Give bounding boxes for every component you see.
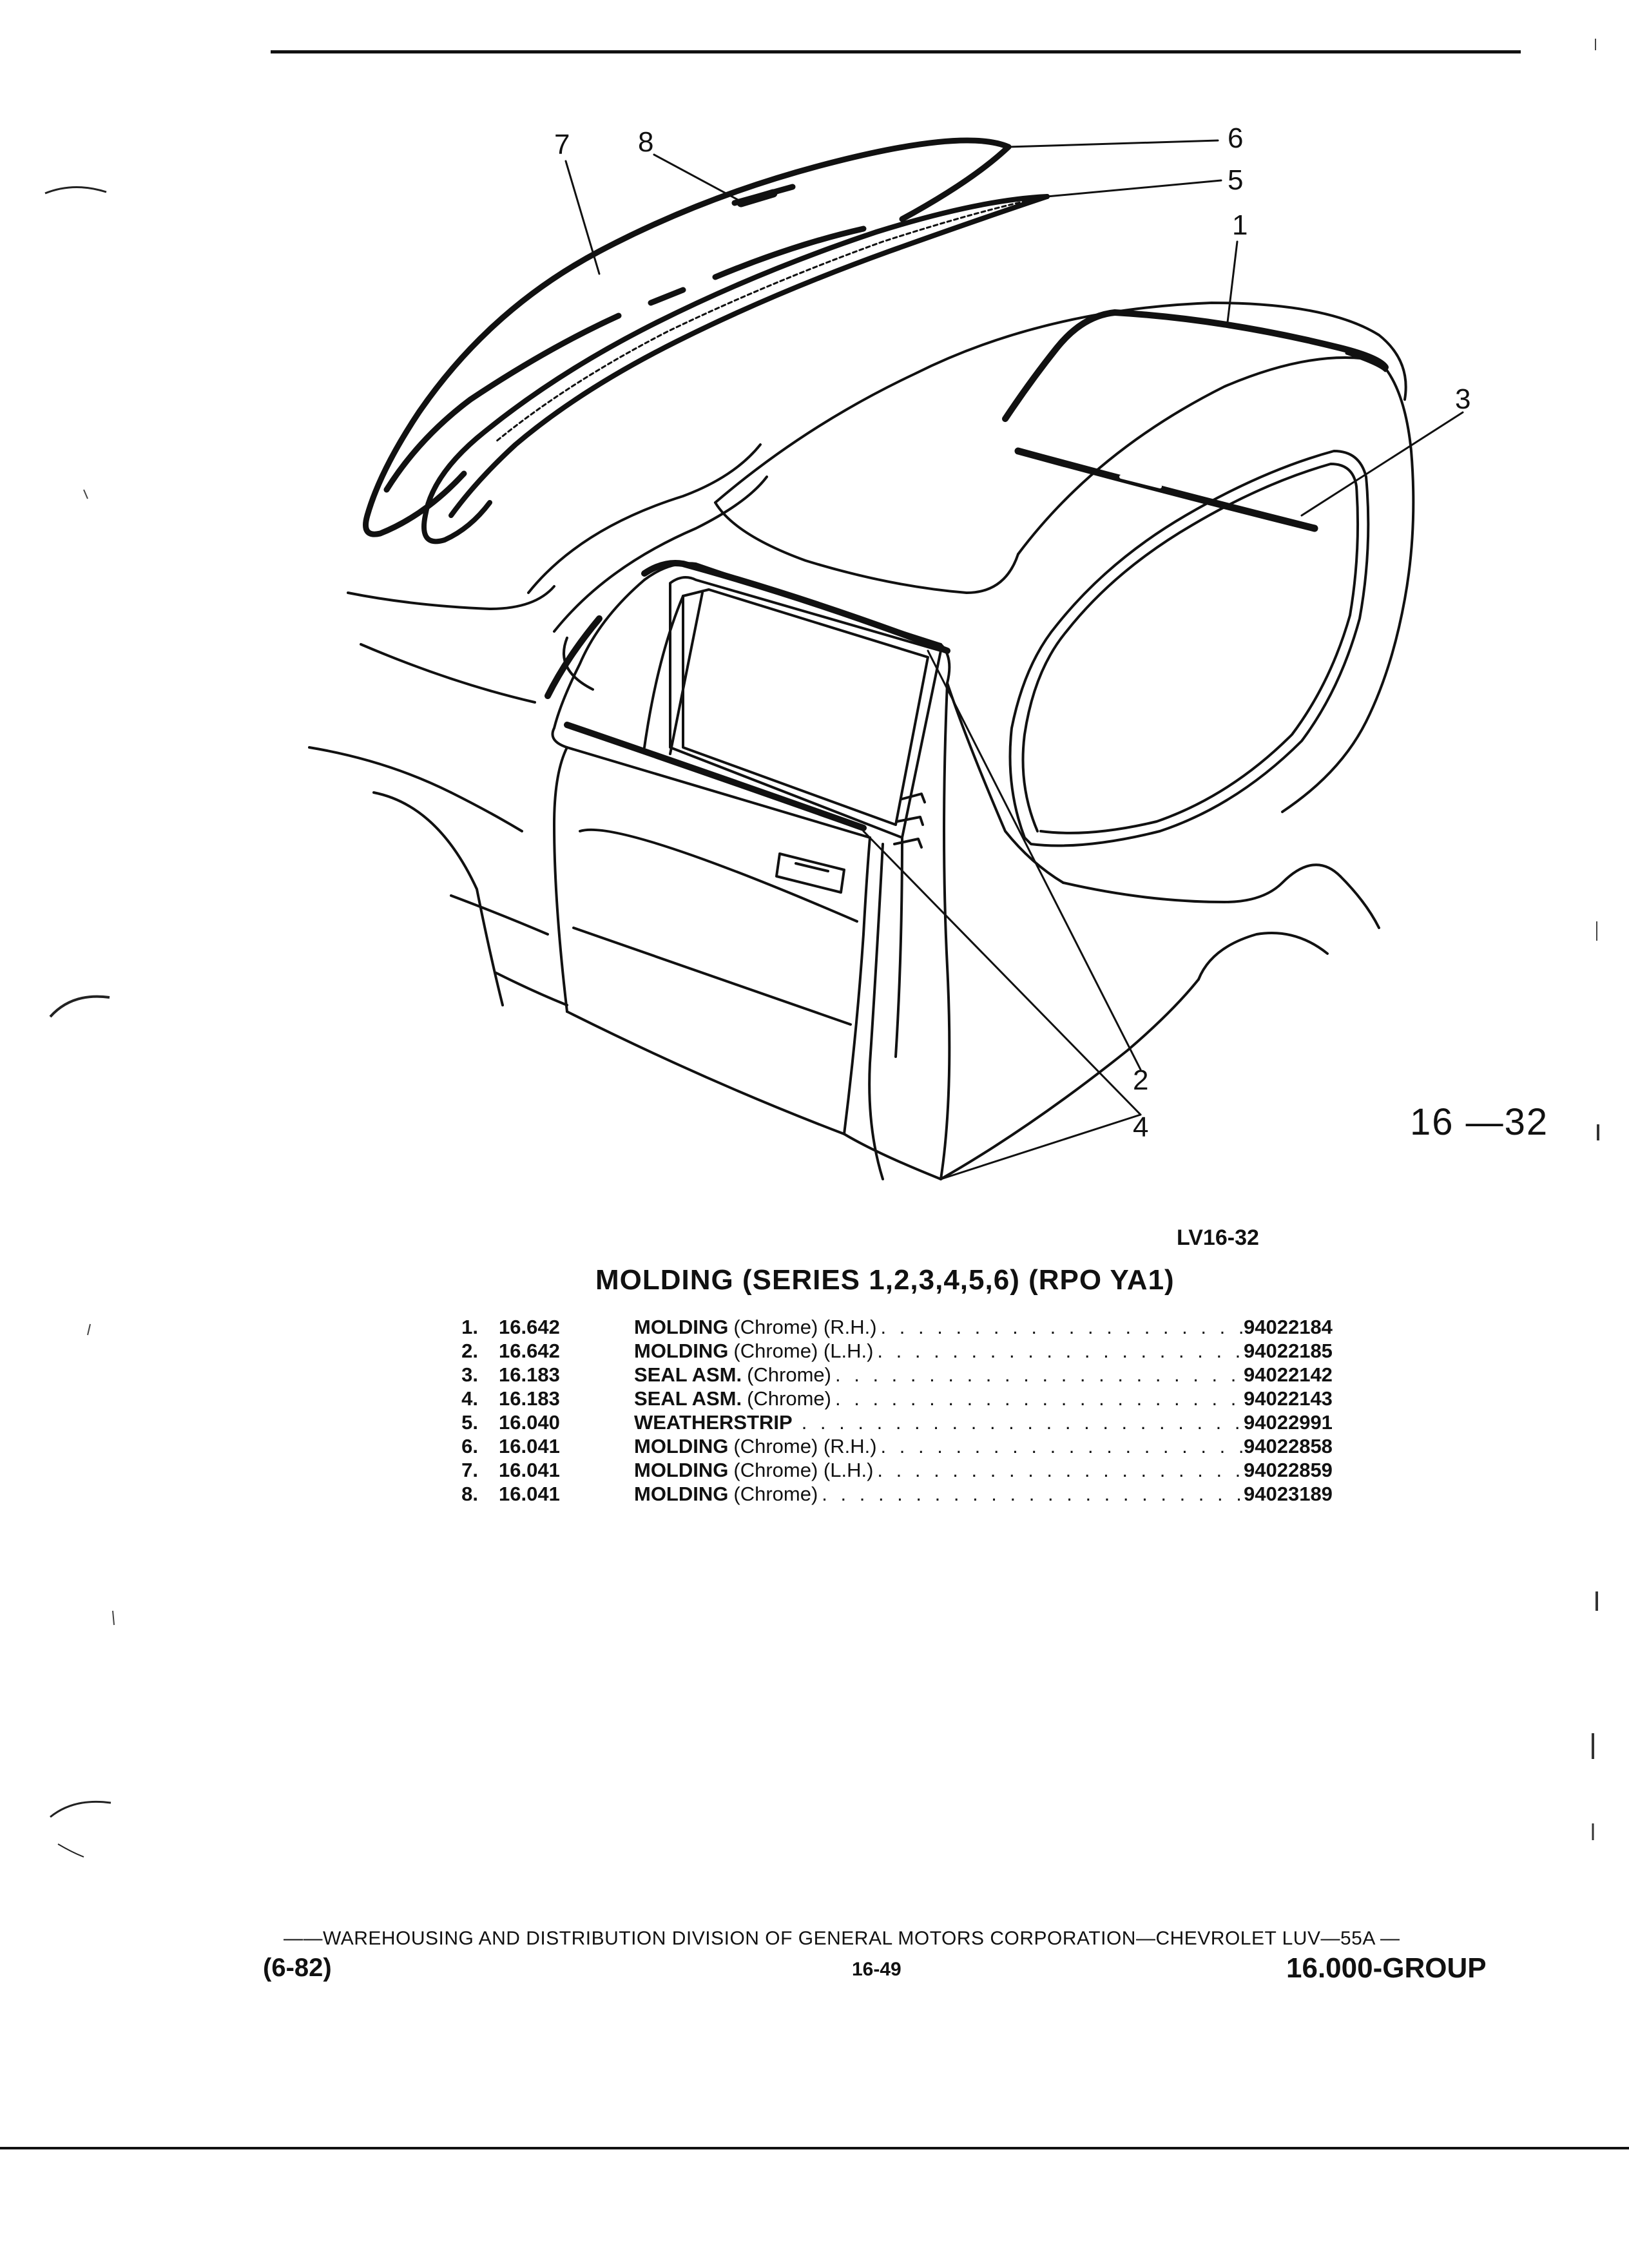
callout-4: 4: [1133, 1111, 1149, 1143]
part-qualifier: (Chrome): [747, 1363, 831, 1386]
part-number: 94022859: [1244, 1459, 1333, 1481]
part-qualifier: (Chrome): [747, 1387, 831, 1410]
parts-row: [438, 1435, 1392, 1459]
molding-2-part: [644, 563, 947, 651]
part-description: [634, 1387, 1244, 1410]
parts-row: [438, 1483, 1392, 1506]
part-description: [634, 1340, 1244, 1363]
seal-4-part: [567, 725, 863, 828]
item-number: 6.: [461, 1435, 478, 1457]
dot-leader: [818, 1483, 1244, 1506]
part-number: 94022143: [1244, 1387, 1333, 1410]
item-number: 2.: [461, 1340, 478, 1362]
callout-3: 3: [1455, 383, 1471, 415]
dot-leader: [877, 1435, 1244, 1458]
parts-row: [438, 1363, 1392, 1387]
part-qualifier: (Chrome) (L.H.): [733, 1340, 874, 1362]
item-number: 4.: [461, 1387, 478, 1410]
figure-caption: LV16-32: [1177, 1225, 1259, 1250]
seal-3-part: [1018, 451, 1315, 528]
item-number: 7.: [461, 1459, 478, 1481]
part-name: SEAL ASM.: [634, 1363, 742, 1386]
part-description: [634, 1363, 1244, 1387]
group-code: 16.642: [499, 1316, 560, 1338]
part-number: 94022185: [1244, 1340, 1333, 1362]
part-qualifier: (Chrome): [733, 1483, 818, 1505]
item-number: 5.: [461, 1411, 478, 1434]
item-number: 3.: [461, 1363, 478, 1386]
parts-row: [438, 1459, 1392, 1483]
part-qualifier: (Chrome) (R.H.): [733, 1435, 877, 1457]
part-description: [634, 1411, 1244, 1434]
parts-row: [438, 1387, 1392, 1411]
part-name: MOLDING: [634, 1435, 729, 1457]
footer-division-line: ——WAREHOUSING AND DISTRIBUTION DIVISION OF GENERAL MOTORS CORPORATION—CHEVROLET LUV—55A —: [284, 1928, 1400, 1949]
part-qualifier: (Chrome) (R.H.): [733, 1316, 877, 1338]
group-code: 16.041: [499, 1459, 560, 1481]
dot-leader: [873, 1459, 1244, 1482]
group-code: 16.040: [499, 1411, 560, 1434]
footer-page-number: 16-49: [852, 1959, 901, 1980]
part-name: WEATHERSTRIP: [634, 1411, 793, 1434]
parts-row: [438, 1316, 1392, 1340]
parts-row: [438, 1411, 1392, 1435]
truck-body: [309, 303, 1413, 1179]
callout-7: 7: [554, 129, 570, 160]
dot-leader: [831, 1363, 1244, 1387]
part-name: MOLDING: [634, 1483, 729, 1505]
part-number: 94022991: [1244, 1411, 1333, 1434]
part-description: [634, 1316, 1244, 1339]
dot-leader: [877, 1316, 1244, 1339]
dot-leader: [831, 1387, 1244, 1410]
group-code: 16.183: [499, 1363, 560, 1386]
group-code: 16.041: [499, 1435, 560, 1457]
part-qualifier: [793, 1411, 798, 1434]
part-number: 94023189: [1244, 1483, 1333, 1505]
group-code: 16.041: [499, 1483, 560, 1505]
part-name: SEAL ASM.: [634, 1387, 742, 1410]
part-description: [634, 1459, 1244, 1482]
item-number: 1.: [461, 1316, 478, 1338]
callout-2: 2: [1133, 1064, 1149, 1096]
footer-date: (6-82): [263, 1954, 332, 1982]
part-number: 94022858: [1244, 1435, 1333, 1457]
section-title: MOLDING (SERIES 1,2,3,4,5,6) (RPO YA1): [595, 1264, 1175, 1296]
figure-number: 16 —32: [1410, 1101, 1549, 1143]
dot-leader: [873, 1340, 1244, 1363]
parts-row: [438, 1340, 1392, 1363]
item-number: 8.: [461, 1483, 478, 1505]
bottom-rule: [0, 2147, 1629, 2149]
part-description: [634, 1483, 1244, 1506]
callout-5: 5: [1228, 164, 1244, 196]
callout-1: 1: [1232, 209, 1248, 241]
group-code: 16.642: [499, 1340, 560, 1362]
callout-8: 8: [638, 126, 654, 158]
dot-leader: [798, 1411, 1244, 1434]
part-name: MOLDING: [634, 1340, 729, 1362]
footer-group: 16.000-GROUP: [1286, 1952, 1487, 1984]
part-name: MOLDING: [634, 1316, 729, 1338]
callout-6: 6: [1228, 122, 1244, 154]
part-number: 94022142: [1244, 1363, 1333, 1386]
part-number: 94022184: [1244, 1316, 1333, 1338]
part-description: [634, 1435, 1244, 1458]
parts-list: [438, 1316, 1392, 1506]
part-qualifier: (Chrome) (L.H.): [733, 1459, 874, 1481]
group-code: 16.183: [499, 1387, 560, 1410]
part-name: MOLDING: [634, 1459, 729, 1481]
